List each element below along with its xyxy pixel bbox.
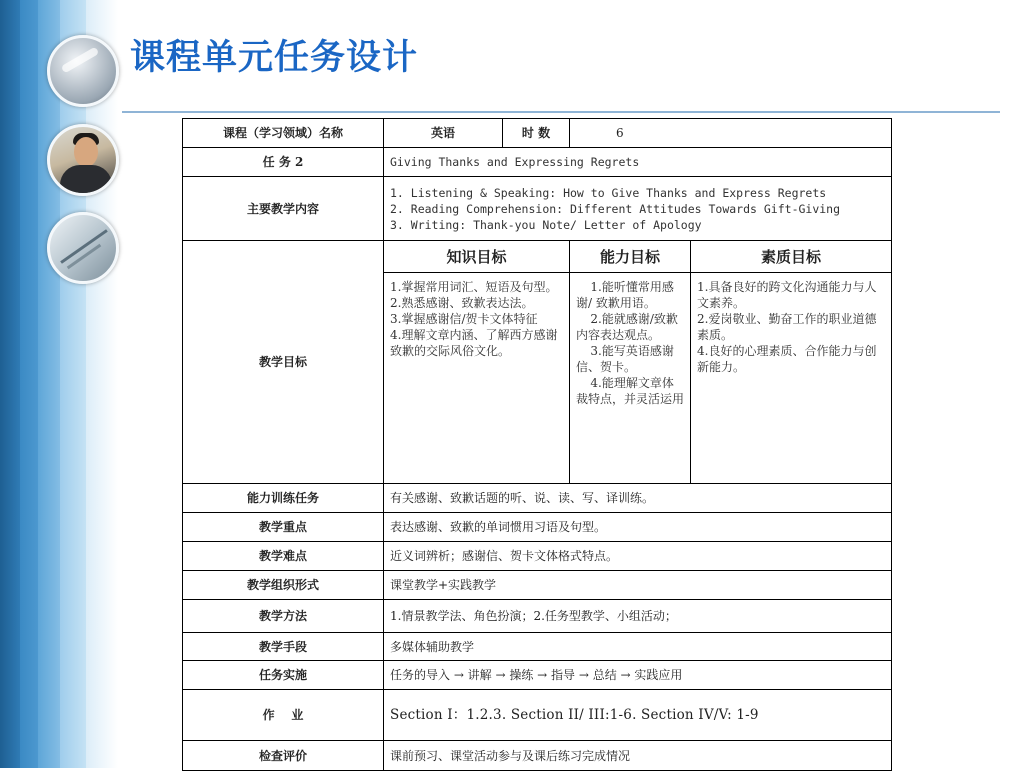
row-label: 检查评价 <box>183 741 384 771</box>
row-label: 教学手段 <box>183 633 384 661</box>
table-row <box>183 513 892 542</box>
course-name-value: 英语 <box>384 119 503 148</box>
list-item: 3.掌握感谢信/贺卡文体特征 <box>390 312 538 326</box>
decorative-photo-circle-pen <box>47 212 119 284</box>
training-task-value: 有关感谢、致歉话题的听、说、读、写、译训练。 <box>384 484 892 513</box>
row-label: 任 务 2 <box>183 148 384 177</box>
decorative-side-band <box>0 0 118 768</box>
table-row <box>183 690 892 741</box>
list-item: 1.掌握常用词汇、短语及句型。 <box>390 280 558 294</box>
table-row <box>183 741 892 771</box>
table-row <box>183 119 892 148</box>
table-row <box>183 661 892 690</box>
row-label: 能力训练任务 <box>183 484 384 513</box>
difficulty-value: 近义词辨析；感谢信、贺卡文体格式特点。 <box>384 542 892 571</box>
course-task-table <box>182 118 892 771</box>
row-label: 任务实施 <box>183 661 384 690</box>
main-content-list <box>384 177 892 241</box>
organization-form-value: 课堂教学+实践教学 <box>384 571 892 600</box>
table-row <box>183 484 892 513</box>
table-row <box>183 148 892 177</box>
task-value: Giving Thanks and Expressing Regrets <box>384 148 892 177</box>
hours-label: 时 数 <box>503 119 570 148</box>
row-label: 主要教学内容 <box>183 177 384 241</box>
homework-value: Section I：1.2.3. Section II/ III:1-6. Section IV/V: 1-9 <box>384 690 892 741</box>
knowledge-goal-header: 知识目标 <box>384 241 570 273</box>
key-point-value: 表达感谢、致歉的单词惯用习语及句型。 <box>384 513 892 542</box>
row-label: 教学重点 <box>183 513 384 542</box>
list-item: 1.能听懂常用感谢/ 致歉用语。 <box>576 280 674 310</box>
list-item: 4.良好的心理素质、合作能力与创新能力。 <box>697 344 877 374</box>
row-label: 作 业 <box>183 690 384 741</box>
decorative-photo-circle-metal <box>47 35 119 107</box>
implementation-value: 任务的导入 → 讲解 → 操练 → 指导 → 总结 → 实践应用 <box>384 661 892 690</box>
table-row <box>183 542 892 571</box>
list-item: 2.爱岗敬业、勤奋工作的职业道德素质。 <box>697 312 877 342</box>
table-row <box>183 600 892 633</box>
row-label: 教学难点 <box>183 542 384 571</box>
table-row <box>183 241 892 273</box>
row-label: 教学组织形式 <box>183 571 384 600</box>
ability-goal-header: 能力目标 <box>570 241 691 273</box>
page-title: 课程单元任务设计 <box>130 37 419 78</box>
list-item: 4.理解文章内涵、了解西方感谢致歉的交际风俗文化。 <box>390 328 558 358</box>
evaluation-value: 课前预习、课堂活动参与及课后练习完成情况 <box>384 741 892 771</box>
table-row <box>183 571 892 600</box>
row-label: 教学目标 <box>183 241 384 484</box>
list-item: 2. Reading Comprehension: Different Attitudes Towards Gift-Giving <box>390 201 841 216</box>
list-item: 3.能写英语感谢信、贺卡。 <box>576 344 674 374</box>
list-item: 4.能理解文章体裁特点，并灵活运用 <box>576 376 685 406</box>
list-item: 2.熟悉感谢、致歉表达法。 <box>390 296 534 310</box>
list-item: 1.具备良好的跨文化沟通能力与人文素养。 <box>697 280 877 310</box>
row-label: 课程（学习领域）名称 <box>183 119 384 148</box>
list-item: 3. Writing: Thank-you Note/ Letter of Apology <box>390 217 702 232</box>
title-divider <box>122 111 1000 113</box>
quality-goal-header: 素质目标 <box>691 241 892 273</box>
quality-goal-list <box>691 273 892 484</box>
decorative-photo-circle-person <box>47 124 119 196</box>
table-row <box>183 633 892 661</box>
row-label: 教学方法 <box>183 600 384 633</box>
table-row <box>183 177 892 241</box>
ability-goal-list <box>570 273 691 484</box>
list-item: 2.能就感谢/致歉内容表达观点。 <box>576 312 678 342</box>
list-item: 1. Listening & Speaking: How to Give Thanks and Express Regrets <box>390 185 827 200</box>
knowledge-goal-list <box>384 273 570 484</box>
hours-value: 6 <box>570 119 892 148</box>
teaching-means-value: 多媒体辅助教学 <box>384 633 892 661</box>
teaching-method-value: 1.情景教学法、角色扮演；2.任务型教学、小组活动； <box>384 600 892 633</box>
